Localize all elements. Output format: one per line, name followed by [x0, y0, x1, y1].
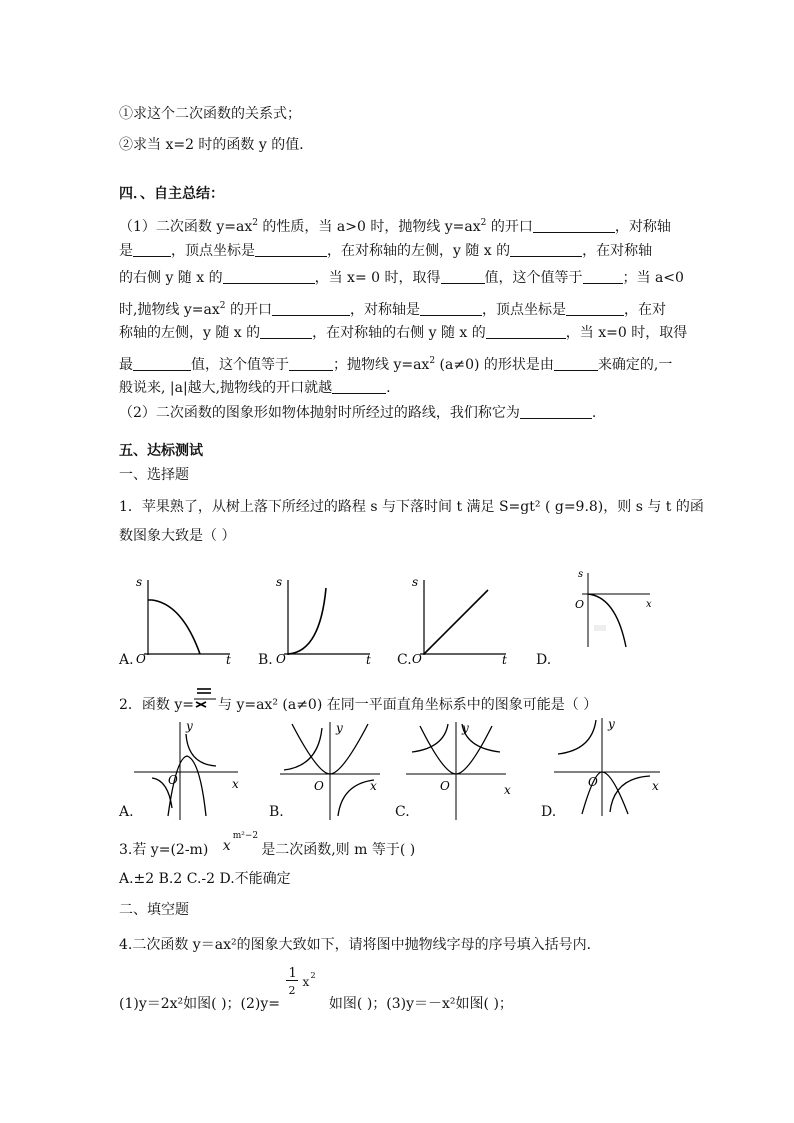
origin-label: O	[575, 598, 585, 611]
question-1-line-1: 1．苹果熟了，从树上落下所经过的路程 s 与下落时间 t 满足 S=gt² ( g=9.8)，则 s 与 t 的函	[119, 499, 704, 515]
question-2: 2．函数 y= 与 y=ax² (a≠0) 在同一平面直角坐标系中的图象可能是（ ）	[119, 693, 597, 715]
q2-option-b: B.	[269, 804, 284, 820]
origin-label: O	[314, 779, 324, 793]
axis-label-y: y	[336, 721, 343, 735]
axis-label-x: x	[232, 777, 239, 791]
axis-label-y: y	[462, 721, 469, 735]
q1-option-a: A.	[119, 652, 134, 668]
summary-line-4: 时,抛物线 $y=ax^2$ 的开口 ，对称轴是 ，顶点坐标是 ，在对	[119, 301, 666, 318]
q2-graph-d	[552, 714, 667, 819]
blank	[441, 269, 485, 284]
axis-label-x: x	[370, 779, 377, 793]
q1-option-b: B.	[258, 652, 273, 668]
section-fill: 二、填空题	[119, 902, 189, 918]
q1-option-c: C.	[397, 652, 412, 668]
summary-line-3: 的右侧 y 随 x 的 ，当 x= 0 时，取得 值，这个值等于 ；当 a<0	[119, 270, 684, 286]
blank	[533, 218, 615, 233]
question-4-line-1: 4.二次函数 y＝ax²的图象大致如下，请将图中抛物线字母的序号填入括号内．	[119, 937, 601, 953]
origin-label: O	[168, 773, 178, 787]
summary-heading: 四．、自主总结：	[119, 186, 224, 202]
blank	[554, 356, 598, 371]
blank	[260, 324, 312, 339]
section-choice: 一、选择题	[119, 467, 189, 483]
origin-label: O	[412, 652, 422, 665]
q2-option-a: A.	[119, 804, 134, 820]
q2-graph-a	[132, 718, 247, 823]
axis-label-s: s	[276, 575, 283, 589]
origin-label: O	[136, 652, 146, 665]
axis-label-x: x	[646, 599, 652, 610]
blank	[520, 404, 592, 419]
fraction-half-x-squared: 1 2 x 2	[288, 966, 316, 997]
blank	[566, 301, 624, 316]
question-part-1: ①求这个二次函数的关系式；	[119, 106, 301, 122]
summary-line-5: 称轴的左侧，y 随 x 的 ，在对称轴的右侧 y 随 x 的 ，当 x=0 时，取得	[119, 325, 688, 341]
blank	[510, 242, 582, 257]
q2-graph-c	[404, 718, 519, 823]
q1-graph-c	[408, 570, 518, 665]
q1-graph-b	[272, 570, 382, 665]
axis-label-t: t	[226, 653, 231, 665]
summary-line-1: （1）二次函数 $y=ax^2$ 的性质，当 a>0 时，抛物线 $y=ax^2$ 的开口 ，对称轴	[119, 218, 671, 235]
blank	[255, 242, 327, 257]
q2-graph-b	[278, 718, 393, 823]
question-3-choices: A.±2 B.2 C.-2 D.不能确定	[119, 871, 291, 887]
q2-option-c: C.	[395, 804, 410, 820]
axis-label-x: x	[504, 783, 511, 797]
question-part-2: ②求当 x=2 时的函数 y 的值．	[119, 137, 314, 153]
question-1-line-2: 数图象大致是（ ）	[119, 528, 236, 544]
blank	[332, 379, 386, 394]
axis-label-y: y	[608, 717, 615, 731]
origin-label: O	[588, 775, 598, 789]
q1-graph-a	[132, 570, 242, 665]
power-expression: x m²−2	[222, 831, 259, 854]
axis-label-s: s	[136, 575, 143, 589]
blank	[420, 301, 482, 316]
q1-option-d: D.	[536, 652, 552, 668]
blank	[272, 301, 350, 316]
question-4-line-2: (1)y＝2x²如图( )；(2)y= 1 2 x 2 如图( )；(3)y＝－x²如图( )；	[119, 966, 513, 1012]
summary-line-2: 是 ，顶点坐标是 ，在对称轴的左侧，y 随 x 的 ，在对称轴	[119, 243, 653, 259]
axis-label-y: y	[186, 719, 193, 733]
axis-label-s: s	[412, 575, 419, 589]
blank	[289, 356, 333, 371]
question-3: 3.若 y=(2-m) x m²−2 是二次函数,则 m 等于( )	[119, 831, 416, 858]
axis-label-x: x	[652, 779, 659, 793]
summary-line-7: 般说来, |a|越大,抛物线的开口就越 .	[119, 380, 391, 396]
axis-label-t: t	[366, 653, 371, 665]
origin-label: O	[276, 652, 286, 665]
summary-line-6: 最 值，这个值等于 ；抛物线 $y=ax^2$ (a≠0) 的形状是由 来确定的,一	[119, 356, 673, 373]
origin-label: O	[440, 779, 450, 793]
q1-graph-d	[570, 565, 660, 655]
fraction-k-over-x	[194, 693, 218, 713]
blank	[133, 356, 191, 371]
blank	[133, 242, 171, 257]
blank	[583, 269, 623, 284]
blank	[223, 269, 315, 284]
summary-line-8: （2）二次函数的图象形如物体抛射时所经过的路线，我们称它为 .	[119, 405, 597, 421]
axis-label-s: s	[578, 569, 584, 580]
blank	[486, 324, 566, 339]
axis-label-t: t	[502, 653, 507, 665]
q2-option-d: D.	[541, 804, 557, 820]
test-heading: 五、达标测试	[119, 443, 203, 459]
